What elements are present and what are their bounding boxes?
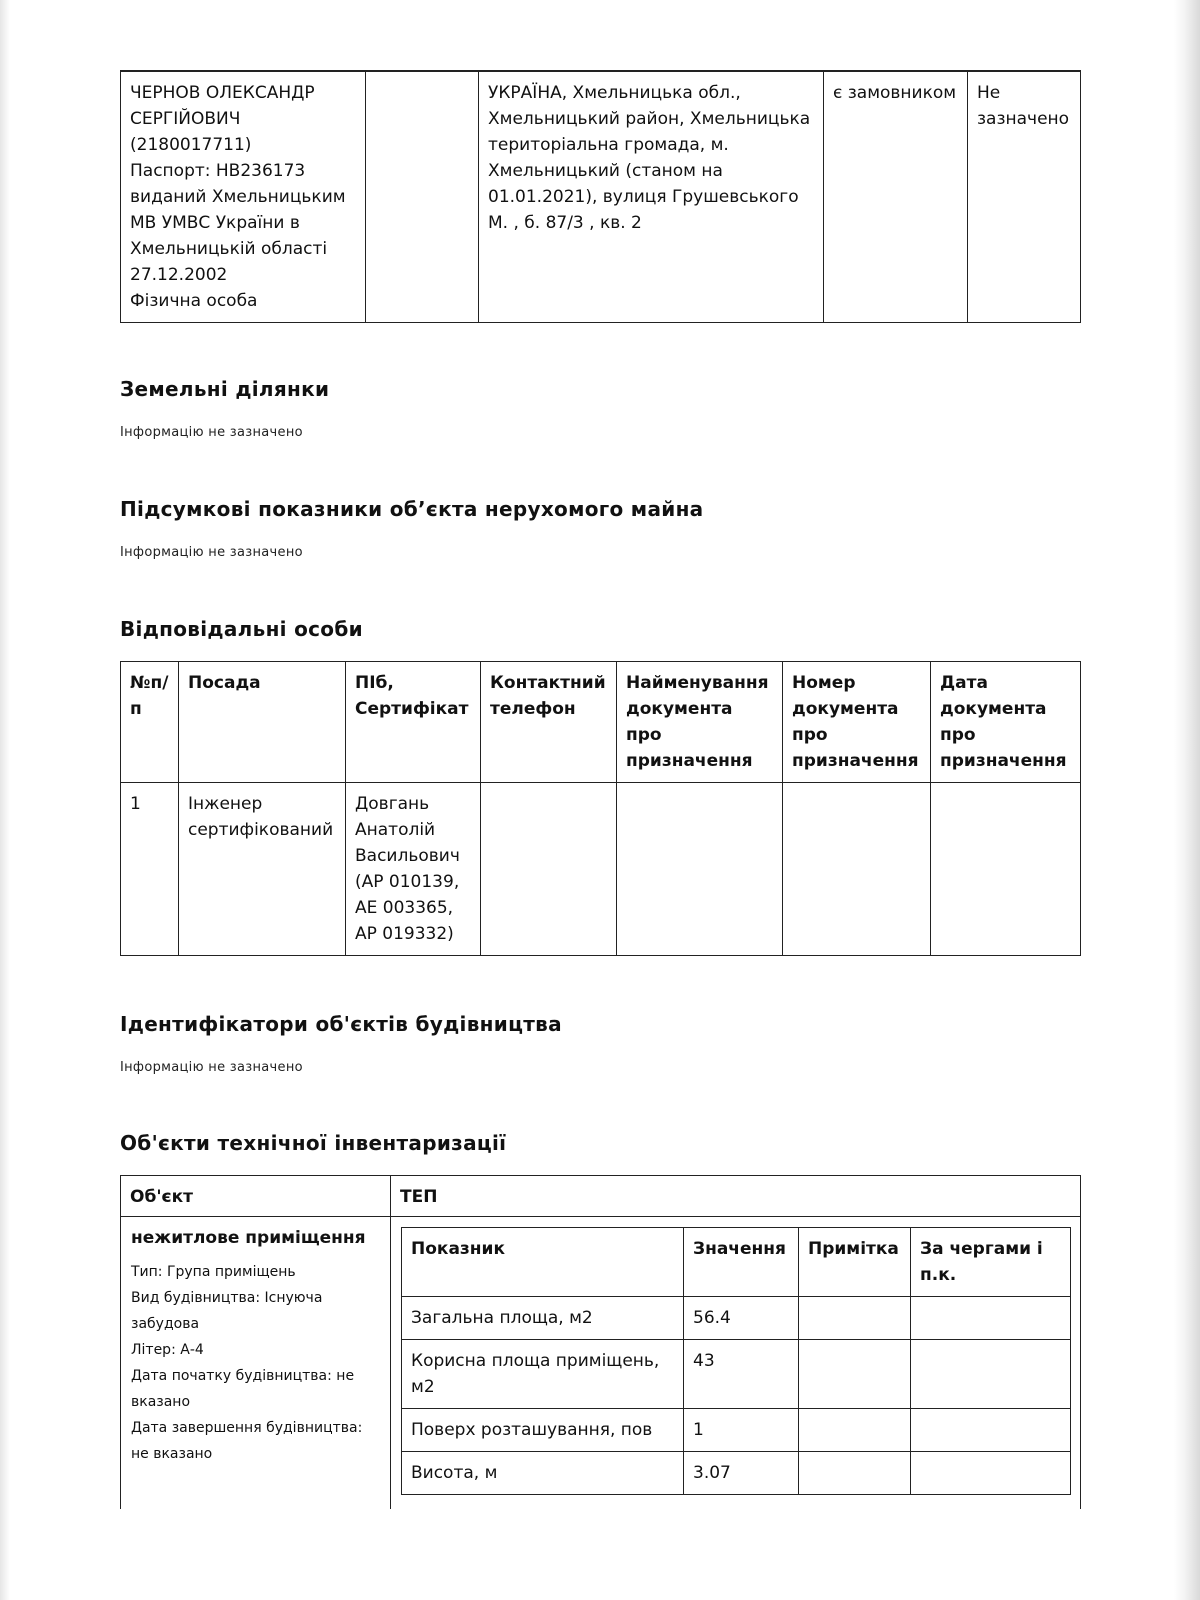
section-note: Інформацію не зазначено bbox=[120, 545, 303, 560]
table-cell bbox=[911, 1297, 1071, 1340]
section-title: Об'єкти технічної інвентаризації bbox=[120, 1131, 507, 1155]
table-cell bbox=[799, 1452, 911, 1495]
object-cell bbox=[121, 1217, 391, 1510]
tep-cell bbox=[391, 1217, 1081, 1510]
section-title: Підсумкові показники об’єкта нерухомого майна bbox=[120, 497, 704, 521]
owner-share-cell: Не зазначено bbox=[968, 71, 1081, 323]
owner-line: Паспорт: НВ236173 bbox=[130, 161, 306, 181]
column-header: Контактний телефон bbox=[481, 662, 617, 783]
table-cell: Поверх розташування, пов bbox=[402, 1409, 684, 1452]
table-cell: Висота, м bbox=[402, 1452, 684, 1495]
table-cell bbox=[799, 1340, 911, 1409]
section-land bbox=[120, 377, 1080, 440]
table-row bbox=[121, 1217, 1081, 1510]
section-summary bbox=[120, 497, 1080, 560]
page-edge-shadow-right bbox=[1174, 0, 1200, 1600]
section-note: Інформацію не зазначено bbox=[120, 425, 303, 440]
column-header: Значення bbox=[684, 1228, 799, 1297]
table-cell: Загальна площа, м2 bbox=[402, 1297, 684, 1340]
table-cell bbox=[481, 783, 617, 956]
table-header-row bbox=[121, 1176, 1081, 1217]
table-cell: 1 bbox=[121, 783, 179, 956]
object-name: нежитлове приміщення bbox=[131, 1228, 366, 1248]
responsible-table bbox=[120, 661, 1081, 956]
object-detail: Тип: Група приміщень bbox=[131, 1264, 296, 1280]
section-title: Земельні ділянки bbox=[120, 377, 330, 401]
owner-empty-cell bbox=[366, 71, 479, 323]
owner-line: 27.12.2002 bbox=[130, 265, 228, 285]
table-cell bbox=[799, 1297, 911, 1340]
table-row bbox=[402, 1409, 1071, 1452]
table-row bbox=[402, 1452, 1071, 1495]
table-cell bbox=[911, 1452, 1071, 1495]
table-cell: 56.4 bbox=[684, 1297, 799, 1340]
table-row bbox=[402, 1340, 1071, 1409]
object-detail: Дата початку будівництва: не вказано bbox=[131, 1368, 355, 1410]
owner-address-cell: УКРАЇНА, Хмельницька обл., Хмельницький район, Хмельницька територіальна громада, м. Хмельницький (станом на 01.01.2021), вулиця Грушевського М. , б. 87/3 , кв. 2 bbox=[479, 71, 824, 323]
section-note: Інформацію не зазначено bbox=[120, 1060, 303, 1075]
inventory-table bbox=[120, 1175, 1081, 1509]
column-header: ТЕП bbox=[391, 1176, 1081, 1217]
table-cell: Корисна площа приміщень, м2 bbox=[402, 1340, 684, 1409]
document-page bbox=[120, 70, 1080, 1509]
section-title: Відповідальні особи bbox=[120, 617, 363, 641]
table-header-row bbox=[121, 662, 1081, 783]
table-cell: Інженер сертифікований bbox=[179, 783, 346, 956]
owner-name-cell bbox=[121, 71, 366, 323]
object-detail: Дата завершення будівництва: не вказано bbox=[131, 1420, 363, 1462]
table-cell: 3.07 bbox=[684, 1452, 799, 1495]
column-header: Номер документа про призначення bbox=[783, 662, 931, 783]
column-header: Дата документа про призначення bbox=[931, 662, 1081, 783]
section-inventory bbox=[120, 1131, 1080, 1509]
object-detail: Вид будівництва: Існуюча забудова bbox=[131, 1290, 323, 1332]
column-header: Примітка bbox=[799, 1228, 911, 1297]
owner-line: МВ УМВС України в bbox=[130, 213, 300, 233]
owner-line: Фізична особа bbox=[130, 291, 258, 311]
column-header: Об'єкт bbox=[121, 1176, 391, 1217]
column-header: За чергами і п.к. bbox=[911, 1228, 1071, 1297]
object-detail: Літер: А-4 bbox=[131, 1342, 204, 1358]
table-cell bbox=[911, 1409, 1071, 1452]
column-header: Посада bbox=[179, 662, 346, 783]
owner-line: Хмельницькій області bbox=[130, 239, 328, 259]
table-header-row bbox=[402, 1228, 1071, 1297]
column-header: Показник bbox=[402, 1228, 684, 1297]
table-cell bbox=[799, 1409, 911, 1452]
table-cell bbox=[911, 1340, 1071, 1409]
section-identifiers bbox=[120, 1012, 1080, 1075]
column-header: №п/п bbox=[121, 662, 179, 783]
table-cell bbox=[931, 783, 1081, 956]
owner-line: виданий Хмельницьким bbox=[130, 187, 346, 207]
section-responsible bbox=[120, 617, 1080, 956]
owner-role-cell: є замовником bbox=[824, 71, 968, 323]
column-header: Найменування документа про призначення bbox=[617, 662, 783, 783]
table-cell: 43 bbox=[684, 1340, 799, 1409]
page-edge-shadow-left bbox=[0, 0, 10, 1600]
section-title: Ідентифікатори об'єктів будівництва bbox=[120, 1012, 562, 1036]
owner-line: ЧЕРНОВ ОЛЕКСАНДР bbox=[130, 83, 315, 103]
table-row bbox=[402, 1297, 1071, 1340]
table-cell bbox=[783, 783, 931, 956]
column-header: ПІб, Сертифікат bbox=[346, 662, 481, 783]
tep-table bbox=[401, 1227, 1071, 1495]
table-cell bbox=[617, 783, 783, 956]
owner-line: (2180017711) bbox=[130, 135, 252, 155]
owner-line: СЕРГІЙОВИЧ bbox=[130, 109, 241, 129]
table-row bbox=[121, 71, 1081, 323]
table-row bbox=[121, 783, 1081, 956]
owner-table bbox=[120, 70, 1081, 323]
table-cell: Довгань Анатолій Васильович (АР 010139, АЕ 003365, АР 019332) bbox=[346, 783, 481, 956]
table-cell: 1 bbox=[684, 1409, 799, 1452]
